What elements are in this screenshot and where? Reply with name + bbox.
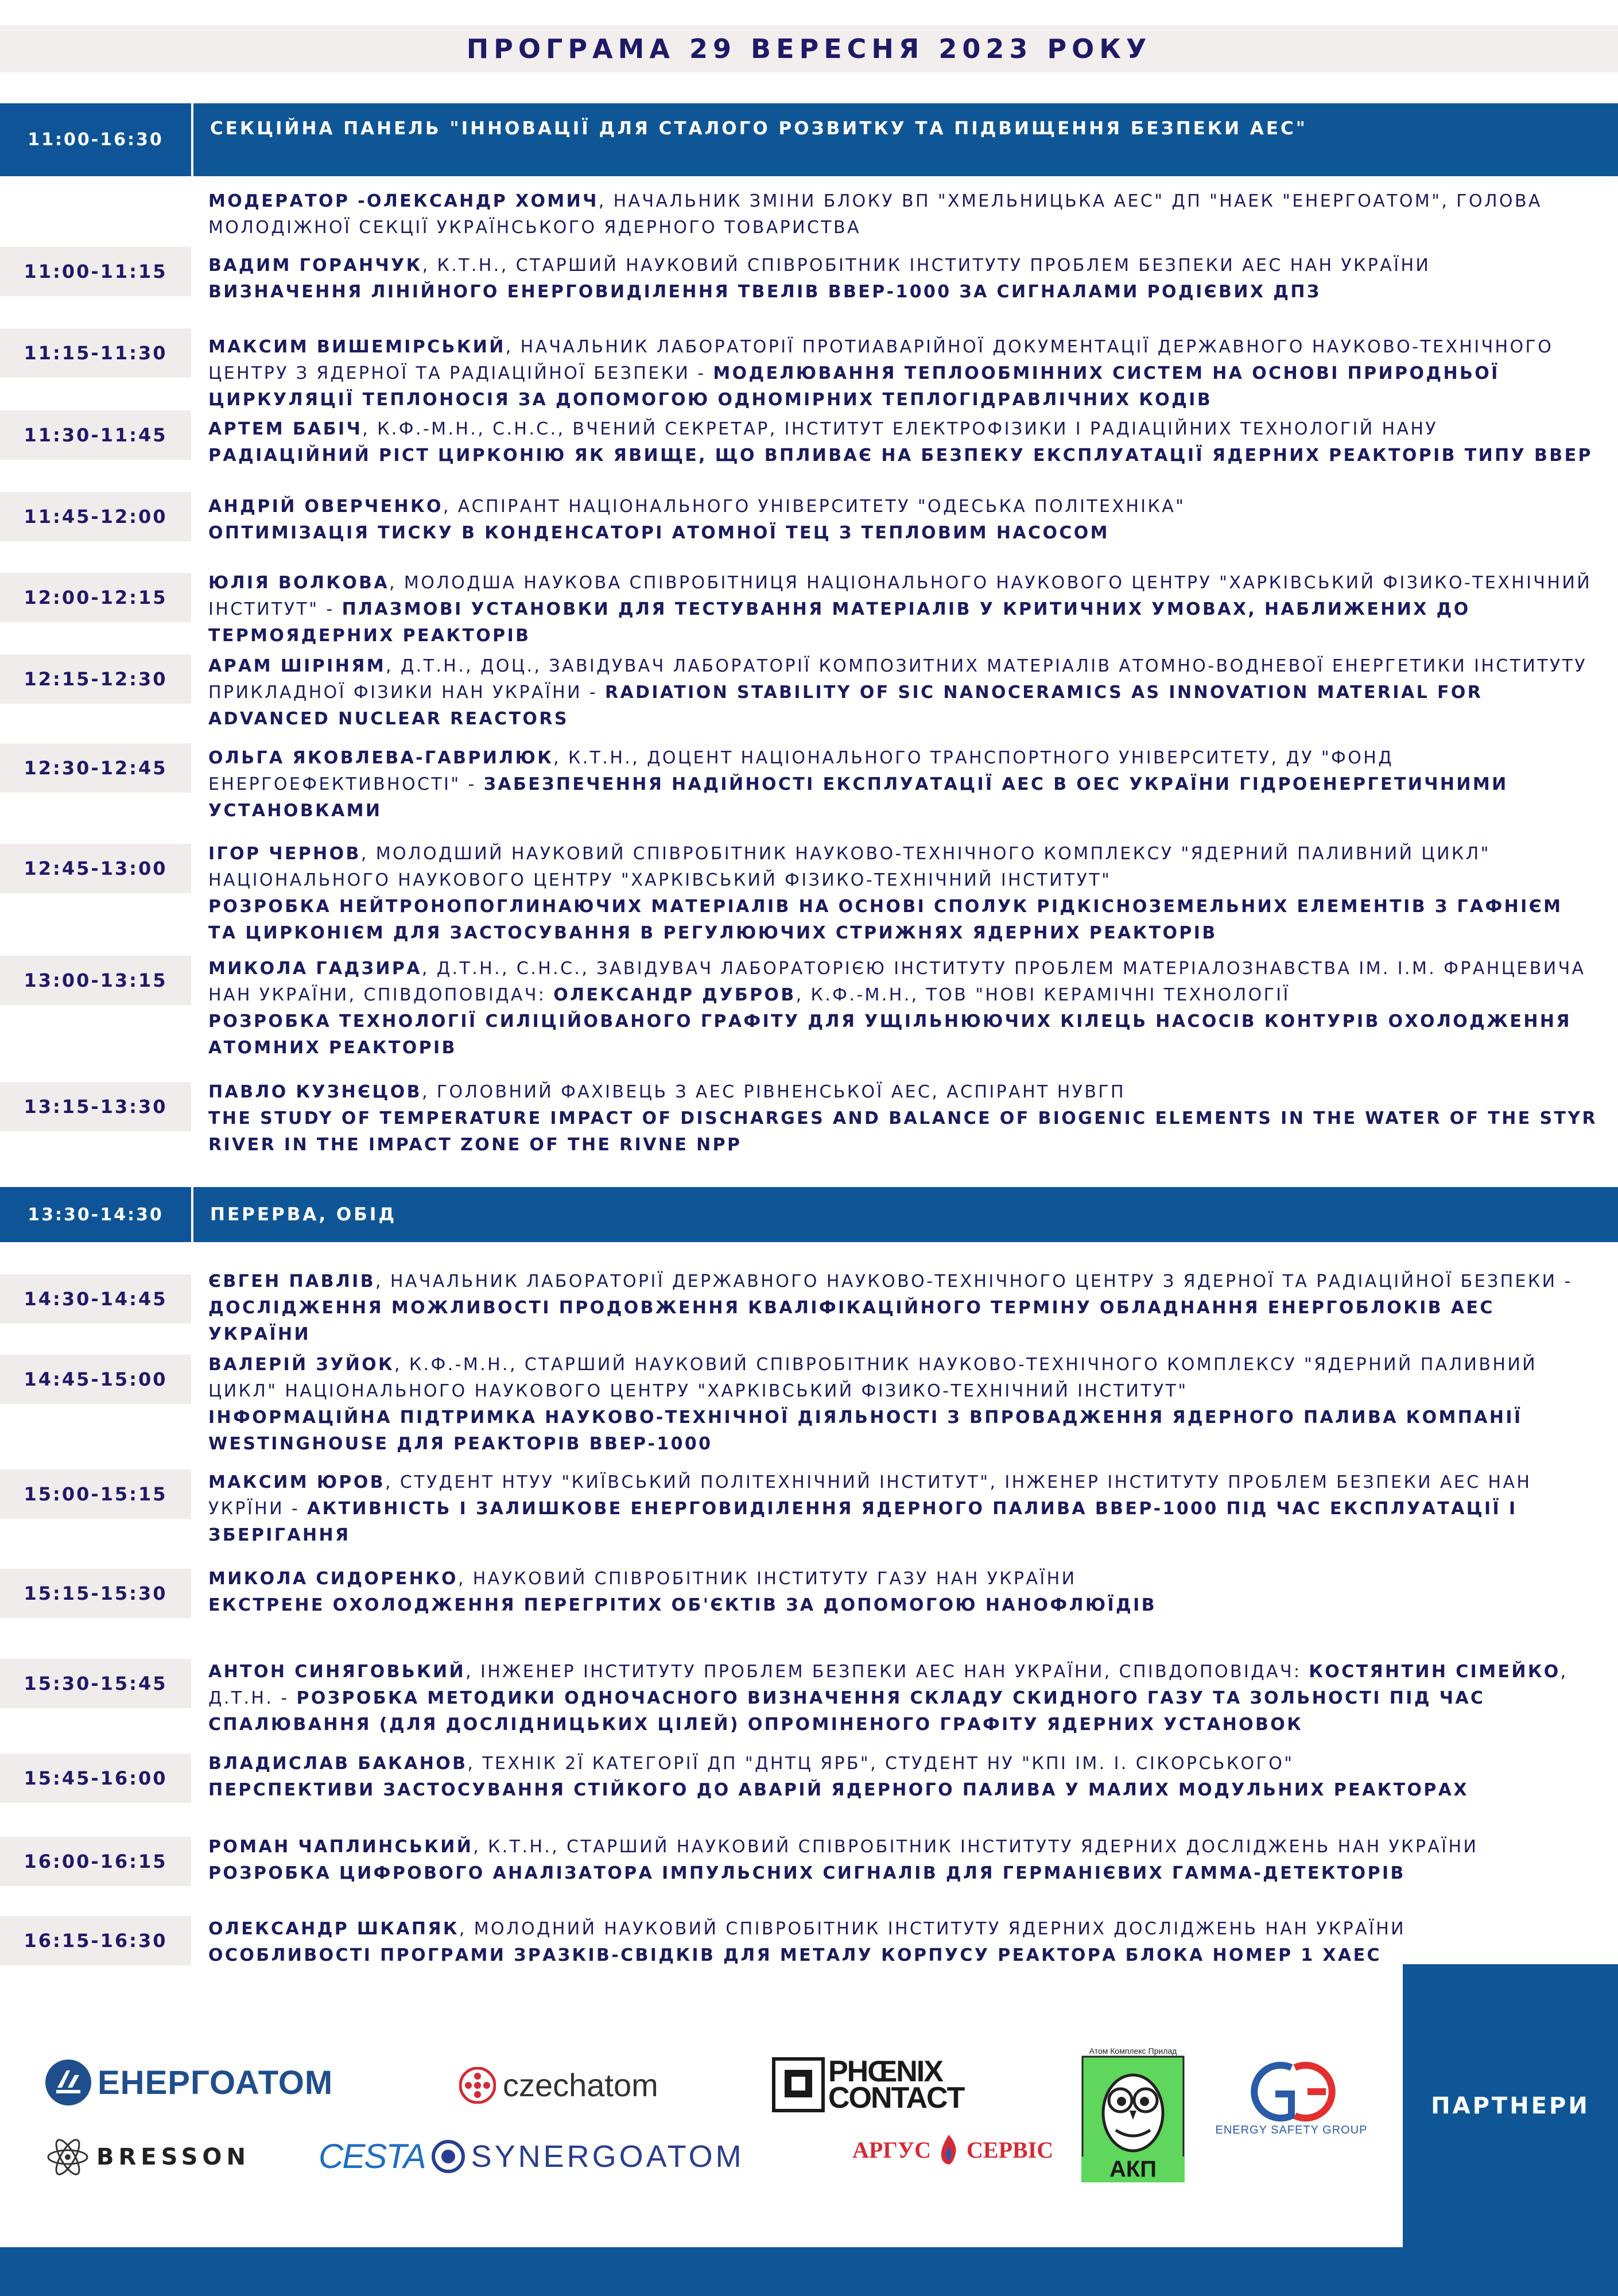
contact-text: CONTACT [828,2081,964,2115]
talk-entry [208,253,1597,305]
talk-title: ДОСЛІДЖЕННЯ МОЖЛИВОСТІ ПРОДОВЖЕННЯ КВАЛІФІКАЦІЙНОГО ТЕРМІНУ ОБЛАДНАННЯ ЕНЕРГОБЛОКІВ АЕС УКРАЇНИ [208,1298,1495,1344]
akp-text: АКП [1081,2157,1185,2182]
speaker-affiliation: , НАЧАЛЬНИК ЛАБОРАТОРІЇ ДЕРЖАВНОГО НАУКОВО-ТЕХНІЧНОГО ЦЕНТРУ З ЯДЕРНОЇ ТА РАДІАЦІЙНОЇ БЕЗПЕКИ [375,1271,1557,1292]
speaker-name: ВАЛЕРІЙ ЗУЙОК [208,1355,394,1375]
moderator-entry [208,188,1597,241]
cesta-text: CESTA [319,2137,425,2175]
speaker-name: МАКСИМ ЮРОВ [208,1472,385,1492]
speaker-name: ОЛЬГА ЯКОВЛЕВА-ГАВРИЛЮК [208,748,554,768]
egs-icon [1234,2060,1349,2124]
speaker-affiliation: , Д.Т.Н., ДОЦ., ЗАВІДУВАЧ ЛАБОРАТОРІЇ КОМПОЗИТНИХ МАТЕРІАЛІВ АТОМНО-ВОДНЕВОЇ ЕНЕРГЕТИКИ ІНСТИТУТУ ПРИКЛАДНОЇ ФІЗИКИ НАН УКРАЇНИ [208,656,1588,703]
talk-title: ЕКСТРЕНЕ ОХОЛОДЖЕННЯ ПЕРЕГРІТИХ ОБ'ЄКТІВ ЗА ДОПОМОГОЮ НАНОФЛЮЇДІВ [208,1595,1157,1615]
section-time: 11:00-16:30 [0,103,193,176]
bresson-text: BRESSON [96,2144,250,2170]
talk-entry [208,1352,1597,1457]
argus-service-logo [852,2132,1053,2167]
speaker-affiliation: , МОЛОДША НАУКОВА СПІВРОБІТНИЦЯ НАЦІОНАЛЬНОГО НАУКОВОГО ЦЕНТРУ "ХАРКІВСЬКИЙ ФІЗИКО-ТЕХНІЧНИЙ ІНСТИТУТ" [208,573,1592,619]
talk-title: ПЕРСПЕКТИВИ ЗАСТОСУВАННЯ СТІЙКОГО ДО АВАРІЙ ЯДЕРНОГО ПАЛИВА У МАЛИХ МОДУЛЬНИХ РЕАКТОРАХ [208,1780,1469,1800]
moderator-info: , НАЧАЛЬНИК ЗМІНИ БЛОКУ ВП "ХМЕЛЬНИЦЬКА АЕС" ДП "НАЕК "ЕНЕРГОАТОМ", ГОЛОВА МОЛОДІЖНОЇ СЕКЦІЇ УКРАЇНСЬКОГО ЯДЕРНОГО ТОВАРИСТВА [208,191,1542,238]
speaker-name: ВАДИМ ГОРАНЧУК [208,255,422,276]
speaker-affiliation: , К.Ф.-М.Н., С.Н.С., ВЧЕНИЙ СЕКРЕТАР, ІНСТИТУТ ЕЛЕКТРОФІЗИКИ І РАДІАЦІЙНИХ ТЕХНОЛОГІЙ НАНУ [362,419,1438,439]
co-speaker-name: ОЛЕКСАНДР ДУБРОВ [553,985,796,1005]
service-text: СЕРВІС [967,2136,1054,2163]
page-title: ПРОГРАМА 29 ВЕРЕСНЯ 2023 РОКУ [466,33,1152,64]
separator: - [690,363,713,383]
flame-icon [934,2132,963,2167]
synergoatom-text: SYNERGOATOM [471,2139,744,2174]
separator: - [273,1688,297,1708]
speaker-name: ЮЛІЯ ВОЛКОВА [208,573,390,593]
break-header-bar [0,1187,1618,1242]
speaker-affiliation: , МОЛОДШИЙ НАУКОВИЙ СПІВРОБІТНИК НАУКОВО-ТЕХНІЧНОГО КОМПЛЕКСУ "ЯДЕРНИЙ ПАЛИВНИЙ ЦИКЛ" НАЦІОНАЛЬНОГО НАУКОВОГО ЦЕНТРУ "ХАРКІВСЬКИЙ ФІЗИКО-ТЕХНІЧНИЙ ІНСТИТУТ" [208,844,1491,890]
talk-title: МОДЕЛЮВАННЯ ТЕПЛООБМІННИХ СИСТЕМ НА ОСНОВІ ПРИРОДНЬОЇ ЦИРКУЛЯЦІЇ ТЕПЛОНОСІЯ ЗА ДОПОМОГОЮ ОДНОМІРНИХ ТЕПЛОГІДРАВЛІЧНИХ КОДІВ [208,363,1500,410]
talk-title: ВИЗНАЧЕННЯ ЛІНІЙНОГО ЕНЕРГОВИДІЛЕННЯ ТВЕЛІВ ВВЕР-1000 ЗА СИГНАЛАМИ РОДІЄВИХ ДПЗ [208,282,1321,302]
czechatom-icon [459,2067,496,2104]
talk-title: РОЗРОБКА НЕЙТРОНОПОГЛИНАЮЧИХ МАТЕРІАЛІВ НА ОСНОВІ СПОЛУК РІДКІСНОЗЕМЕЛЬНИХ ЕЛЕМЕНТІВ З ГАФНІЄМ ТА ЦИРКОНІЄМ ДЛЯ ЗАСТОСУВАННЯ В РЕГУЛЮЮЧИХ СТРИЖНЯХ ЯДЕРНИХ РЕАКТОРІВ [208,897,1563,943]
speaker-affiliation: , НАУКОВИЙ СПІВРОБІТНИК ІНСТИТУТУ ГАЗУ НАН УКРАЇНИ [457,1569,1077,1589]
time-slot: 14:30-14:45 [0,1274,191,1324]
time-slot: 11:45-12:00 [0,492,191,541]
talk-title: РОЗРОБКА ЦИФРОВОГО АНАЛІЗАТОРА ІМПУЛЬСНИХ СИГНАЛІВ ДЛЯ ГЕРМАНІЄВИХ ГАММА-ДЕТЕКТОРІВ [208,1863,1406,1883]
speaker-affiliation: , ГОЛОВНИЙ ФАХІВЕЦЬ З АЕС РІВНЕНСЬКОЇ АЕС, АСПІРАНТ НУВГП [421,1082,1126,1102]
talk-entry [208,1916,1597,1969]
time-slot: 11:30-11:45 [0,410,191,460]
egs-text: ENERGY SAFETY GROUP [1215,2124,1368,2136]
energoatom-logo [45,2059,333,2106]
talk-entry [208,841,1597,947]
speaker-affiliation: , НАЧАЛЬНИК ЛАБОРАТОРІЇ ПРОТИАВАРІЙНОЇ ДОКУМЕНТАЦІЇ ДЕРЖАВНОГО НАУКОВО-ТЕХНІЧНОГО ЦЕНТРУ З ЯДЕРНОЇ ТА РАДІАЦІЙНОЇ БЕЗПЕКИ [208,337,1554,383]
separator: - [284,1499,308,1519]
time-slot: 11:00-11:15 [0,247,191,296]
talk-title: ІНФОРМАЦІЙНА ПІДТРИМКА НАУКОВО-ТЕХНІЧНОЇ ДІЯЛЬНОСТІ З ВПРОВАДЖЕННЯ ЯДЕРНОГО ПАЛИВА КОМПАНІЇ WESTINGHOUSE ДЛЯ РЕАКТОРІВ ВВЕР-1000 [208,1407,1523,1454]
partners-label: ПАРТНЕРИ [1431,2092,1590,2119]
phoenix-contact-logo [772,2056,1002,2113]
time-slot: 16:00-16:15 [0,1837,191,1886]
cesta-synergoatom-logo [319,2136,744,2176]
separator: - [460,774,484,794]
talk-title: РОЗРОБКА МЕТОДИКИ ОДНОЧАСНОГО ВИЗНАЧЕННЯ СКЛАДУ СКИДНОГО ГАЗУ ТА ЗОЛЬНОСТІ ПІД ЧАС СПАЛЮВАННЯ (ДЛЯ ДОСЛІДНИЦЬКИХ ЦІЛЕЙ) ОПРОМІНЕНОГО ГРАФІТУ ЯДЕРНИХ УСТАНОВОК [208,1688,1485,1735]
talk-title: РАДІАЦІЙНИЙ РІСТ ЦИРКОНІЮ ЯК ЯВИЩЕ, ЩО ВПЛИВАЄ НА БЕЗПЕКУ ЕКСПЛУАТАЦІЇ ЯДЕРНИХ РЕАКТОРІВ ТИПУ ВВЕР [208,445,1593,466]
time-slot: 12:00-12:15 [0,573,191,622]
speaker-affiliation: , ТЕХНІК 2Ї КАТЕГОРІЇ ДП "ДНТЦ ЯРБ", СТУДЕНТ НУ "КПІ ІМ. І. СІКОРСЬКОГО" [467,1754,1294,1774]
time-slot: 12:15-12:30 [0,654,191,704]
talk-entry [208,1834,1597,1887]
energy-safety-group-logo [1211,2060,1372,2146]
talk-entry [208,1659,1597,1738]
akp-logo [1079,2046,1187,2184]
break-title: ПЕРЕРВА, ОБІД [210,1204,397,1225]
time-slot: 16:15-16:30 [0,1916,191,1965]
time-slot: 15:45-16:00 [0,1754,191,1803]
section-title: СЕКЦІЙНА ПАНЕЛЬ "ІННОВАЦІЇ ДЛЯ СТАЛОГО РОЗВИТКУ ТА ПІДВИЩЕННЯ БЕЗПЕКИ АЕС" [210,118,1307,139]
separator: - [319,599,342,619]
talk-title: АКТИВНІСТЬ І ЗАЛИШКОВЕ ЕНЕРГОВИДІЛЕННЯ ЯДЕРНОГО ПАЛИВА ВВЕР-1000 ПІД ЧАС ЕКСПЛУАТАЦІЇ І ЗБЕРІГАННЯ [208,1499,1518,1545]
talk-entry [208,956,1597,1061]
speaker-affiliation: , К.Ф.-М.Н., СТАРШИЙ НАУКОВИЙ СПІВРОБІТНИК НАУКОВО-ТЕХНІЧНОГО КОМПЛЕКСУ "ЯДЕРНИЙ ПАЛИВНИЙ ЦИКЛ" НАЦІОНАЛЬНОГО НАУКОВОГО ЦЕНТРУ "ХАРКІВСЬКИЙ ФІЗИКО-ТЕХНІЧНИЙ ІНСТИТУТ" [208,1355,1538,1401]
separator: - [581,682,606,703]
talk-entry [208,570,1597,649]
atom-icon [46,2135,90,2179]
speaker-affiliation: , ІНЖЕНЕР ІНСТИТУТУ ПРОБЛЕМ БЕЗПЕКИ АЕС НАН УКРАЇНИ, СПІВДОПОВІДАЧ: [465,1662,1309,1682]
partners-label-box [1403,1964,1618,2247]
co-speaker-affiliation: , Д.Т.Н. [208,1662,1568,1708]
talk-entry [208,745,1597,824]
speaker-name: ОЛЕКСАНДР ШКАПЯК [208,1919,459,1939]
talk-entry [208,653,1597,732]
speaker-name: АНДРІЙ ОВЕРЧЕНКО [208,497,443,517]
akp-caption: Атом Комплекс Прилад [1089,2046,1177,2055]
speaker-name: МИКОЛА ГАДЗИРА [208,959,422,979]
synergoatom-icon [431,2139,465,2174]
speaker-name: РОМАН ЧАПЛИНСЬКИЙ [208,1837,474,1857]
talk-title: THE STUDY OF TEMPERATURE IMPACT OF DISCHARGES AND BALANCE OF BIOGENIC ELEMENTS IN THE WATER OF THE STYR RIVER IN THE IMPACT ZONE OF THE RIVNE NPP [208,1108,1597,1155]
time-slot: 15:00-15:15 [0,1469,191,1519]
time-slot: 12:30-12:45 [0,743,191,793]
talk-title: ОСОБЛИВОСТІ ПРОГРАМИ ЗРАЗКІВ-СВІДКІВ ДЛЯ МЕТАЛУ КОРПУСУ РЕАКТОРА БЛОКА НОМЕР 1 ХАЕС [208,1945,1382,1965]
speaker-name: ІГОР ЧЕРНОВ [208,844,361,864]
section-header-bar [0,103,1618,176]
speaker-name: ВЛАДИСЛАВ БАКАНОВ [208,1754,468,1774]
separator: - [1557,1271,1573,1292]
time-slot: 14:45-15:00 [0,1355,191,1404]
talk-entry [208,1269,1597,1348]
co-speaker-affiliation: , К.Ф.-М.Н., ТОВ "НОВІ КЕРАМІЧНІ ТЕХНОЛОГІЇ [796,985,1290,1005]
speaker-name: МАКСИМ ВИШЕМІРСЬКИЙ [208,337,506,357]
time-slot: 15:30-15:45 [0,1659,191,1708]
speaker-name: АРАМ ШІРІНЯМ [208,656,386,676]
speaker-name: ПАВЛО КУЗНЄЦОВ [208,1082,422,1102]
moderator-name: МОДЕРАТОР -ОЛЕКСАНДР ХОМИЧ [208,191,599,211]
speaker-affiliation: , К.Т.Н., СТАРШИЙ НАУКОВИЙ СПІВРОБІТНИК ІНСТИТУТУ ПРОБЛЕМ БЕЗПЕКИ АЕС НАН УКРАЇНИ [422,255,1431,276]
time-slot: 12:45-13:00 [0,844,191,893]
break-time: 13:30-14:30 [0,1187,193,1242]
argus-text: АРГУС [852,2136,932,2163]
talk-title: РОЗРОБКА ТЕХНОЛОГІЇ СИЛІЦІЙОВАНОГО ГРАФІТУ ДЛЯ УЩІЛЬНЮЮЧИХ КІЛЕЦЬ НАСОСІВ КОНТУРІВ ОХОЛОДЖЕННЯ АТОМНИХ РЕАКТОРІВ [208,1011,1572,1058]
speaker-affiliation: , СТУДЕНТ НТУУ "КИЇВСЬКИЙ ПОЛІТЕХНІЧНИЙ ІНСТИТУТ", ІНЖЕНЕР ІНСТИТУТУ ПРОБЛЕМ БЕЗПЕКИ АЕС НАН УКРЇНИ [208,1472,1532,1519]
talk-entry [208,1079,1597,1158]
time-slot: 15:15-15:30 [0,1569,191,1618]
talk-title: ОПТИМІЗАЦІЯ ТИСКУ В КОНДЕНСАТОРІ АТОМНОЇ ТЕЦ З ТЕПЛОВИМ НАСОСОМ [208,523,1109,543]
talk-entry [208,1566,1597,1619]
energoatom-icon [45,2059,92,2106]
speaker-affiliation: , АСПІРАНТ НАЦІОНАЛЬНОГО УНІВЕРСИТЕТУ "ОДЕСЬКА ПОЛІТЕХНІКА" [443,497,1186,517]
czechatom-text: czechatom [503,2067,658,2103]
speaker-affiliation: , Д.Т.Н., С.Н.С., ЗАВІДУВАЧ ЛАБОРАТОРІЄЮ ІНСТИТУТУ ПРОБЛЕМ МАТЕРІАЛОЗНАВСТВА ІМ. І.М. ФРАНЦЕВИЧА НАН УКРАЇНИ, СПІВДОПОВІДАЧ: [208,959,1586,1005]
page-title-bar [0,25,1618,72]
phoenix-contact-icon [772,2057,825,2112]
speaker-affiliation: , К.Т.Н., ДОЦЕНТ НАЦІОНАЛЬНОГО ТРАНСПОРТНОГО УНІВЕРСИТЕТУ, ДУ "ФОНД ЕНЕРГОЕФЕКТИВНОСТІ" [208,748,1394,794]
speaker-affiliation: , МОЛОДНИЙ НАУКОВИЙ СПІВРОБІТНИК ІНСТИТУТУ ЯДЕРНИХ ДОСЛІДЖЕНЬ НАН УКРАЇНИ [459,1919,1406,1939]
talk-title: RADIATION STABILITY OF SIC NANOCERAMICS AS INNOVATION MATERIAL FOR ADVANCED NUCLEAR REACTORS [208,682,1483,729]
owl-icon [1081,2055,1185,2159]
time-slot: 11:15-11:30 [0,328,191,378]
bresson-logo [46,2135,250,2179]
bottom-bar [0,2247,1618,2296]
speaker-name: ЄВГЕН ПАВЛІВ [208,1271,375,1292]
energoatom-text: ЕНЕРГОАТОМ [98,2064,333,2101]
czechatom-logo [459,2066,658,2104]
speaker-name: АРТЕМ БАБІЧ [208,419,363,439]
speaker-name: АНТОН СИНЯГОВЬКИЙ [208,1662,466,1682]
talk-entry [208,1469,1597,1549]
talk-title: ЗАБЕЗПЕЧЕННЯ НАДІЙНОСТІ ЕКСПЛУАТАЦІЇ АЕС В ОЕС УКРАЇНИ ГІДРОЕНЕРГЕТИЧНИМИ УСТАНОВКАМИ [208,774,1508,821]
phoenix-text: PHŒNIX [828,2055,942,2088]
talk-entry [208,416,1597,469]
talk-entry [208,494,1597,546]
talk-entry [208,334,1597,413]
speaker-affiliation: , К.Т.Н., СТАРШИЙ НАУКОВИЙ СПІВРОБІТНИК ІНСТИТУТУ ЯДЕРНИХ ДОСЛІДЖЕНЬ НАН УКРАЇНИ [473,1837,1479,1857]
talk-title: ПЛАЗМОВІ УСТАНОВКИ ДЛЯ ТЕСТУВАННЯ МАТЕРІАЛІВ У КРИТИЧНИХ УМОВАХ, НАБЛИЖЕНИХ ДО ТЕРМОЯДЕРНИХ РЕАКТОРІВ [208,599,1470,646]
time-slot: 13:00-13:15 [0,956,191,1005]
speaker-name: МИКОЛА СИДОРЕНКО [208,1569,458,1589]
talk-entry [208,1751,1597,1804]
co-speaker-name: КОСТЯНТИН СІМЕЙКО [1309,1662,1561,1682]
time-slot: 13:15-13:30 [0,1082,191,1131]
